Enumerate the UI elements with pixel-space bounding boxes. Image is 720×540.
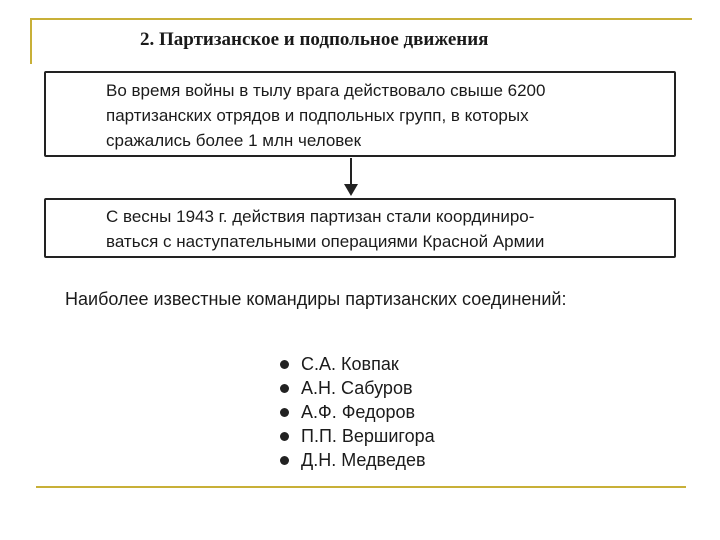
arrow-down-icon <box>344 184 358 196</box>
flowchart-box-2 <box>44 198 676 258</box>
frame-left-border <box>30 18 32 64</box>
bullet-icon <box>280 432 289 441</box>
commanders-heading: Наиболее известные командиры партизанских соединений: <box>65 289 567 309</box>
list-item <box>280 376 435 400</box>
flowchart-box-1 <box>44 71 676 157</box>
bullet-icon <box>280 408 289 417</box>
flowchart-box-2-line: ваться с наступательными операциями Красной Армии <box>106 232 545 251</box>
flowchart-box-1-line: партизанских отрядов и подпольных групп, в которых <box>106 106 529 125</box>
commander-name: Д.Н. Медведев <box>301 450 426 470</box>
frame-bottom-border <box>36 486 686 488</box>
flowchart-box-2-text <box>106 204 654 254</box>
commander-name: А.Ф. Федоров <box>301 402 416 422</box>
flowchart-box-1-line: Во время войны в тылу врага действовало свыше 6200 <box>106 81 546 100</box>
list-item <box>280 400 435 424</box>
flowchart-box-1-text <box>106 78 654 153</box>
commander-name: А.Н. Сабуров <box>301 378 413 398</box>
bullet-icon <box>280 360 289 369</box>
bullet-icon <box>280 456 289 465</box>
frame-top-border <box>30 18 692 20</box>
commanders-list <box>280 352 435 472</box>
flowchart-box-1-line: сражались более 1 млн человек <box>106 131 362 150</box>
flowchart-box-2-line: С весны 1943 г. действия партизан стали координиро- <box>106 207 535 226</box>
flow-arrow-shaft <box>350 158 352 186</box>
slide-title: 2. Партизанское и подпольное движения <box>140 29 489 50</box>
commander-name: П.П. Вершигора <box>301 426 435 446</box>
list-item <box>280 424 435 448</box>
commander-name: С.А. Ковпак <box>301 354 399 374</box>
bullet-icon <box>280 384 289 393</box>
list-item <box>280 352 435 376</box>
list-item <box>280 448 435 472</box>
